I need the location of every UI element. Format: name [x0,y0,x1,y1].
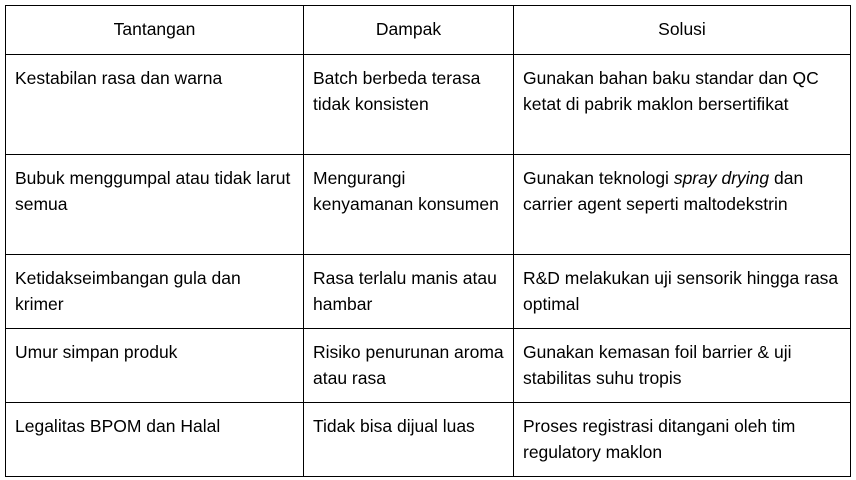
solusi-text-post: dan carrier agent seperti maltodekstrin [523,168,804,214]
cell-dampak: Batch berbeda terasa tidak konsisten [304,55,514,155]
cell-solusi [514,155,851,255]
table-row [6,55,851,155]
cell-dampak: Tidak bisa dijual luas [304,403,514,477]
cell-tantangan: Legalitas BPOM dan Halal [6,403,304,477]
table-row [6,155,851,255]
cell-solusi: Gunakan bahan baku standar dan QC ketat di pabrik maklon bersertifikat [514,55,851,155]
header-row [6,6,851,55]
table-row [6,403,851,477]
cell-dampak: Rasa terlalu manis atau hambar [304,255,514,329]
header-solusi: Solusi [514,6,851,55]
solusi-text-italic: spray drying [673,168,770,188]
cell-solusi: Gunakan kemasan foil barrier & uji stabilitas suhu tropis [514,329,851,403]
solusi-text-pre: Gunakan teknologi [523,168,674,188]
cell-tantangan: Ketidakseimbangan gula dan krimer [6,255,304,329]
cell-solusi: Proses registrasi ditangani oleh tim regulatory maklon [514,403,851,477]
table-row [6,329,851,403]
header-dampak: Dampak [304,6,514,55]
challenges-table [5,5,851,477]
cell-tantangan: Bubuk menggumpal atau tidak larut semua [6,155,304,255]
cell-tantangan: Kestabilan rasa dan warna [6,55,304,155]
cell-dampak: Mengurangi kenyamanan konsumen [304,155,514,255]
cell-solusi: R&D melakukan uji sensorik hingga rasa optimal [514,255,851,329]
table-row [6,255,851,329]
header-tantangan: Tantangan [6,6,304,55]
cell-tantangan: Umur simpan produk [6,329,304,403]
cell-dampak: Risiko penurunan aroma atau rasa [304,329,514,403]
